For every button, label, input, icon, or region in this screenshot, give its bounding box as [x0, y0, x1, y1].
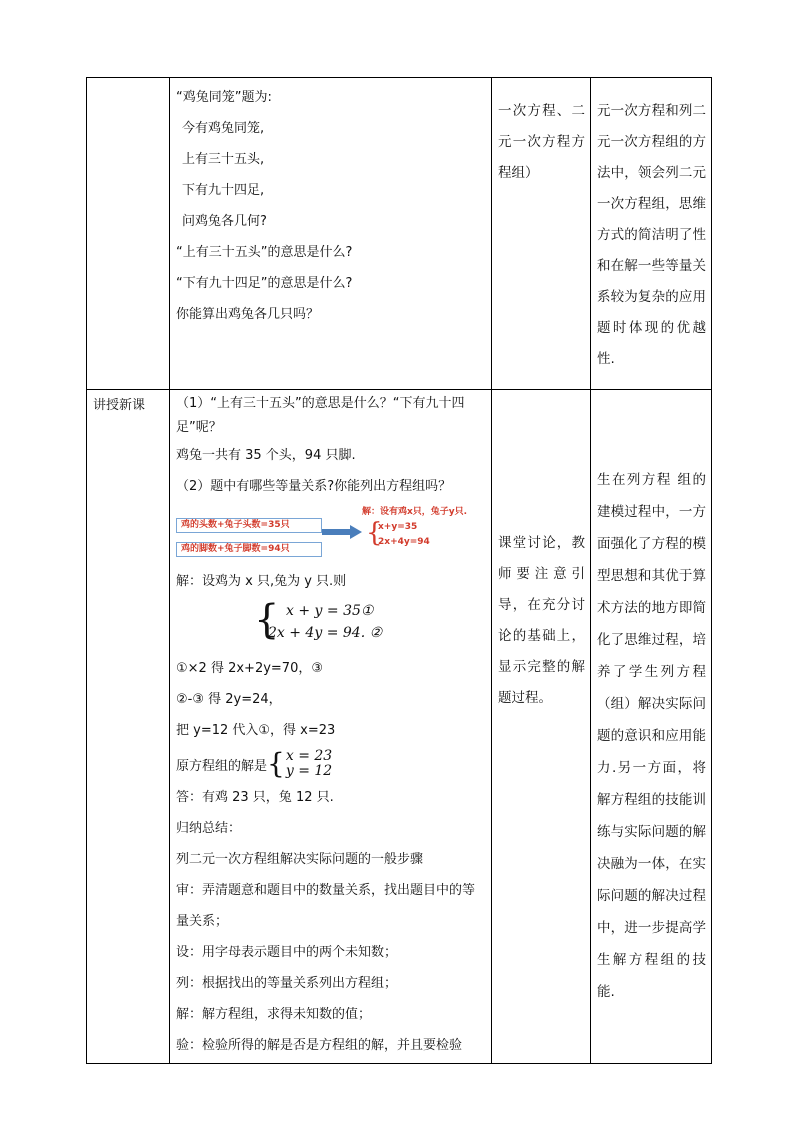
diagram-label: 解：设有鸡x只，兔子y只. — [362, 507, 468, 517]
summary-lead: 列二元一次方程组解决实际问题的一般步骤 — [176, 852, 424, 867]
question-1: （1）“上有三十五头”的意思是什么？“下有九十四足”呢？ — [176, 396, 465, 435]
answer-1: 鸡兔一共有 35 个头，94 只脚. — [176, 448, 356, 463]
summary-step: 审：弄清题意和题目中的数量关系，找出题目中的等量关系； — [176, 883, 476, 929]
right-arrow-icon — [322, 525, 362, 539]
solution-x: x = 23 — [285, 748, 333, 764]
activity-cell — [492, 78, 591, 390]
lesson-table — [86, 77, 712, 1064]
relation-box-heads: 鸡的头数+兔子头数=35只 — [176, 518, 322, 533]
content-line: “鸡兔同笼”题为: — [176, 90, 272, 105]
stage-cell — [87, 390, 170, 1064]
content-line: “下有九十四足”的意思是什么? — [176, 276, 353, 291]
solution-y: y = 12 — [285, 763, 333, 779]
relation-box-feet: 鸡的脚数+兔子脚数=94只 — [176, 542, 322, 557]
summary-title: 归纳总结： — [176, 821, 242, 836]
solution-label: 原方程组的解是 — [176, 758, 268, 774]
content-cell — [170, 78, 492, 390]
intent-text: 元一次方程和列二元一次方程组的方法中，领会列二元一次方程组，思维方式的简洁明了性和在解一些等量关系较为复杂的应用题时体现的优越性. — [597, 102, 706, 367]
content-line: 你能算出鸡兔各几只吗？ — [176, 307, 320, 322]
system-eq-1: x + y = 35① — [286, 603, 374, 619]
intent-cell — [591, 78, 712, 390]
table-row — [87, 78, 712, 390]
activity-cell — [492, 390, 591, 1064]
solution-step: 把 y=12 代入①，得 x=23 — [176, 723, 336, 738]
table-row — [87, 390, 712, 1064]
activity-text: 课堂讨论，教师要注意引导，在充分讨论的基础上，显示完整的解题过程。 — [498, 534, 585, 706]
relation-diagram — [174, 504, 491, 564]
question-2: （2）题中有哪些等量关系?你能列出方程组吗？ — [176, 479, 452, 494]
solution-result — [170, 746, 491, 782]
intent-text: 生在列方程 组的建模过程中，一方面强化了方程的模型思想和其优于算术方法的地方即简化了思维过程，培养了学生列方程（组）解决实际问题的意识和应用能力.另一方面，将解方程组的技能训练与实际问题的解决融为一体，在实际问题的解决过程中，进一步提高学生解方程组的技能. — [597, 471, 706, 1000]
stage-cell — [87, 78, 170, 390]
summary-step: 验：检验所得的解是否是方程组的解，并且要检验 — [176, 1038, 463, 1053]
activity-text: 一次方程、二元一次方程方程组） — [498, 102, 585, 181]
brace-icon: { — [267, 747, 285, 780]
diagram-eq-2: 2x+4y=94 — [378, 537, 430, 547]
intent-cell — [591, 390, 712, 1064]
lesson-document — [86, 77, 707, 1065]
brace-icon: { — [366, 518, 383, 548]
solution-step: ①×2 得 2x+2y=70，③ — [176, 661, 323, 676]
solution-step: ②-③ 得 2y=24， — [176, 692, 282, 707]
brace-icon: { — [254, 597, 280, 643]
system-eq-2: 2x + 4y = 94. ② — [268, 625, 383, 641]
diagram-equations — [378, 520, 430, 550]
summary-step: 列：根据找出的等量关系列出方程组； — [176, 976, 398, 991]
stage-label: 讲授新课 — [93, 398, 146, 413]
summary-step: 设：用字母表示题目中的两个未知数； — [176, 945, 398, 960]
content-cell — [170, 390, 492, 1064]
answer-line: 答：有鸡 23 只，兔 12 只. — [176, 790, 334, 805]
content-line: 问鸡兔各几何? — [182, 214, 267, 229]
diagram-eq-1: x+y=35 — [378, 522, 418, 532]
content-line: 今有鸡兔同笼, — [182, 121, 265, 136]
let-statement: 解：设鸡为 x 只,兔为 y 只.则 — [176, 574, 347, 589]
content-line: 下有九十四足, — [182, 183, 265, 198]
content-line: 上有三十五头, — [182, 152, 265, 167]
summary-step: 解：解方程组，求得未知数的值； — [176, 1007, 372, 1022]
equation-system — [254, 597, 491, 647]
content-line: “上有三十五头”的意思是什么? — [176, 245, 353, 260]
